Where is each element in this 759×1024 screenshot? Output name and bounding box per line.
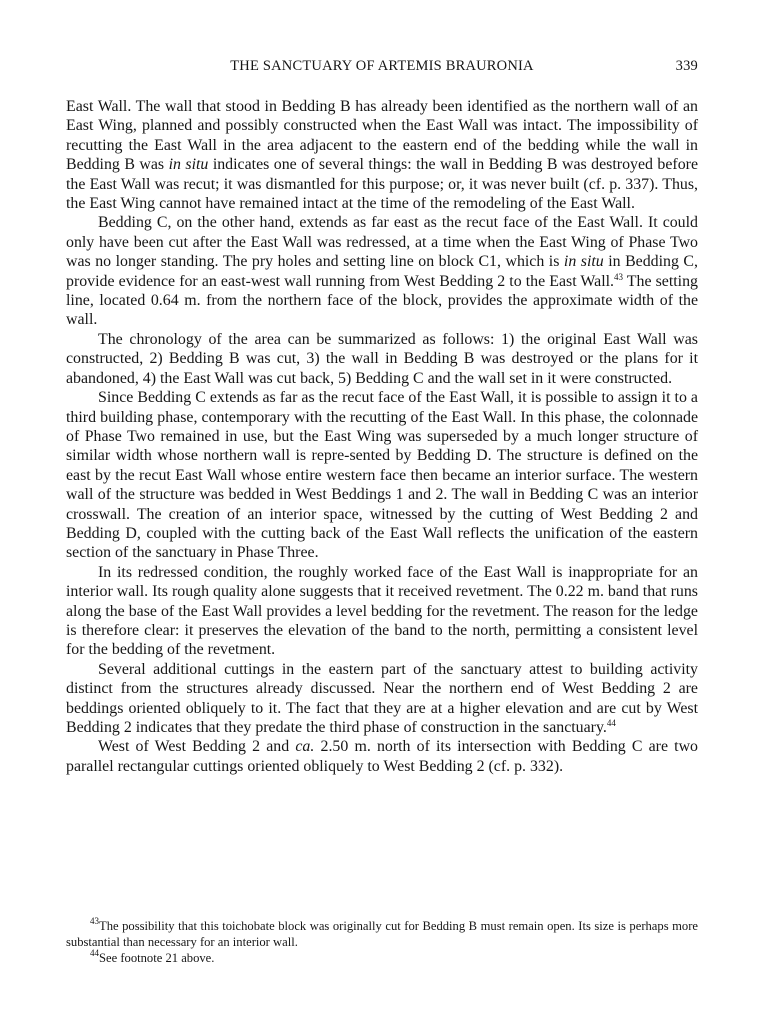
paragraph-1 xyxy=(66,97,698,213)
italic-run: ca. xyxy=(295,738,315,756)
text-run: 2.50 m. north of its intersection with Bedding C are two parallel rectangular cuttings oriented obliquely to West Bedding 2 (cf. p. 332). xyxy=(66,738,699,775)
footnote-ref-44[interactable]: 44 xyxy=(606,718,616,728)
paragraph-3: The chronology of the area can be summarized as follows: 1) the original East Wall was constructed, 2) Bedding B was cut, 3) the wall in Bedding B was destroyed or the plans for it abandoned, 4) the East Wall was cut back, 5) Bedding C and the wall set in it were constructed. xyxy=(66,330,698,387)
paragraph-5: In its redressed condition, the roughly worked face of the East Wall is inappropriate for an interior wall. Its rough quality alone suggests that it received revetment. The 0.22 m. band that runs along the base of the East Wall provides a level bedding for the revetment. The reason for the ledge is therefore clear: it preserves the elevation of the band to the north, permitting a consistent level for the bedding of the revetment. xyxy=(66,563,698,659)
footnote-43 xyxy=(66,918,698,950)
page xyxy=(66,58,699,965)
paragraph-6 xyxy=(66,660,698,738)
footnote-44 xyxy=(66,950,698,966)
page-number: 339 xyxy=(675,58,698,74)
footnote-ref-43[interactable]: 43 xyxy=(614,271,623,282)
text-run: The setting line, located 0.64 m. from the northern face of the block, provides the approximate width of the wall. xyxy=(66,272,698,329)
italic-run: in situ xyxy=(168,156,209,174)
paragraph-4: Since Bedding C extends as far as the recut face of the East Wall, it is possible to assign it to a third building phase, contemporary with the recutting of the East Wall. In this phase, the colonnade of Phase Two remained in use, but the East Wing was superseded by a much longer structure of similar width whose northern wall is repre-sented by Bedding D. The structure is defined on the east by the recut East Wall whose entire western face then became an interior surface. The western wall of the structure was bedded in West Beddings 1 and 2. The wall in Bedding C was an interior crosswall. The creation of an interior space, witnessed by the cutting of West Bedding 2 and Bedding D, coupled with the cutting back of the East Wall reflects the unification of the eastern section of the sanctuary in Phase Three. xyxy=(66,389,698,562)
body-text xyxy=(66,97,698,776)
paragraph-2 xyxy=(66,213,698,329)
italic-run: in situ xyxy=(563,253,604,271)
footnote-text: See footnote 21 above. xyxy=(99,951,215,965)
footnote-number: 44 xyxy=(90,948,99,958)
running-title: THE SANCTUARY OF ARTEMIS BRAURONIA xyxy=(230,58,534,74)
text-run: West of West Bedding 2 and xyxy=(98,738,296,756)
footnotes xyxy=(66,918,698,966)
text-run: in Bedding C, provide evidence for an east-west wall running from West Bedding 2 to the East Wall. xyxy=(66,253,699,290)
footnote-number: 43 xyxy=(90,916,99,926)
paragraph-7 xyxy=(66,737,698,776)
text-run: Bedding C, on the other hand, extends as far east as the recut face of the East Wall. It could only have been cut after the East Wall was redressed, at a time when the East Wing of Phase Two was no longer standing. The pry holes and setting line on block C1, which is xyxy=(66,214,698,271)
running-header xyxy=(66,58,698,80)
footnote-text: The possibility that this toichobate block was originally cut for Bedding B must remain open. Its size is perhaps more substantial than necessary for an interior wall. xyxy=(66,919,698,949)
text-run: Several additional cuttings in the eastern part of the sanctuary attest to building activity distinct from the structures already discussed. Near the northern end of West Bedding 2 are beddings oriented obliquely to it. The fact that they are at a higher elevation and are cut by West Bedding 2 indicates that they predate the third phase of construction in the sanctuary. xyxy=(66,660,698,736)
text-run: East Wall. The wall that stood in Bedding B has already been identified as the northern wall of an East Wing, planned and possibly constructed when the East Wall was intact. The impossibility of recutting the East Wall in the area adjacent to the eastern end of the bedding while the wall in Bedding B was xyxy=(66,98,698,174)
text-run: indicates one of several things: the wall in Bedding B was destroyed before the East Wall was recut; it was dismantled for this purpose; or, it was never built (cf. p. 337). Thus, the East Wing cannot have remained intact at the time of the remodeling of the East Wall. xyxy=(66,156,699,213)
